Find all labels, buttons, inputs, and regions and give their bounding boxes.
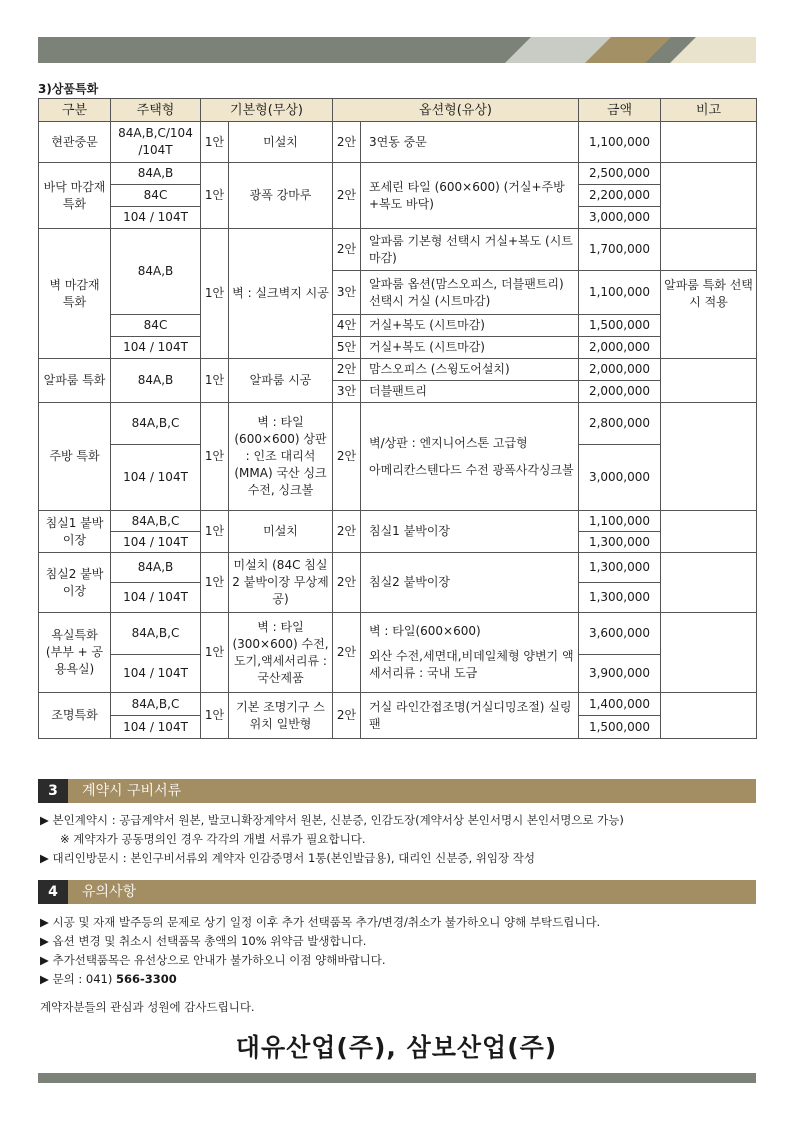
category-cell: 알파룸 특화 — [39, 359, 111, 403]
price-cell: 2,000,000 — [579, 381, 661, 403]
category-cell: 침실2 붙박이장 — [39, 553, 111, 613]
company-names: 대유산업(주), 삼보산업(주) — [235, 1033, 558, 1062]
header-type: 주택형 — [111, 99, 201, 122]
list-item: ▶ 옵션 변경 및 취소시 선택품목 총액의 10% 위약금 발생합니다. — [40, 934, 367, 948]
price-cell: 3,000,000 — [579, 207, 661, 229]
option-no: 2안 — [333, 229, 361, 271]
list-item-note: ※ 계약자가 공동명의인 경우 각각의 개별 서류가 필요합니다. — [60, 832, 366, 846]
price-cell: 1,100,000 — [579, 122, 661, 163]
option-no: 2안 — [333, 511, 361, 553]
option-text: 더블팬트리 — [361, 381, 579, 403]
type-cell: 84A,B,C/104 /104T — [111, 122, 201, 163]
price-cell: 2,000,000 — [579, 337, 661, 359]
section-number: 4 — [38, 880, 68, 904]
type-cell: 104 / 104T — [111, 532, 201, 553]
option-text: 포세린 타일 (600×600) (거실+주방+복도 바닥) — [361, 163, 579, 229]
table-row — [39, 163, 757, 185]
type-cell: 104 / 104T — [111, 583, 201, 613]
header-price: 금액 — [579, 99, 661, 122]
option-text: 거실 라인간접조명(거실디밍조절) 실링팬 — [361, 693, 579, 739]
basic-text: 벽 : 타일 (600×600) 상판 : 인조 대리석(MMA) 국산 싱크수전, 싱크볼 — [229, 403, 333, 511]
category-cell: 조명특화 — [39, 693, 111, 739]
type-cell: 84A,B,C — [111, 613, 201, 655]
price-cell: 2,200,000 — [579, 185, 661, 207]
basic-no: 1안 — [201, 163, 229, 229]
header-option: 옵션형(유상) — [333, 99, 579, 122]
top-decorative-bar — [38, 37, 756, 63]
contact-label: ▶ 문의 : 041) — [40, 972, 113, 986]
price-cell: 3,900,000 — [579, 655, 661, 693]
table-row — [39, 693, 757, 716]
table-row — [39, 359, 757, 381]
type-cell: 84A,B,C — [111, 403, 201, 445]
option-text-line: 외산 수전,세면대,비데일체형 양변기 액세서리류 : 국내 도금 — [369, 649, 574, 680]
basic-text: 기본 조명기구 스위치 일반형 — [229, 693, 333, 739]
table-header-row — [39, 99, 757, 122]
price-cell: 1,100,000 — [579, 511, 661, 532]
documents-list — [40, 811, 624, 868]
remark-cell — [661, 359, 757, 403]
contact-line — [40, 970, 600, 989]
option-table — [38, 98, 757, 739]
category-cell: 침실1 붙박이장 — [39, 511, 111, 553]
table-row — [39, 511, 757, 532]
section-bar-notes — [38, 880, 756, 904]
type-cell: 84A,B — [111, 229, 201, 315]
list-item: ▶ 본인계약시 : 공급계약서 원본, 발코니확장계약서 원본, 신분증, 인감도장(계약서상 본인서명시 본인서명으로 가능) — [40, 813, 624, 827]
option-text: 3연동 중문 — [361, 122, 579, 163]
header-remark: 비고 — [661, 99, 757, 122]
price-cell: 2,500,000 — [579, 163, 661, 185]
type-cell: 84A,B,C — [111, 511, 201, 532]
option-text-line: 벽 : 타일(600×600) — [369, 624, 481, 638]
remark-cell — [661, 693, 757, 739]
section-heading: 계약시 구비서류 — [82, 783, 182, 799]
option-no: 2안 — [333, 122, 361, 163]
price-cell: 1,300,000 — [579, 532, 661, 553]
option-no: 3안 — [333, 381, 361, 403]
option-no: 2안 — [333, 553, 361, 613]
basic-text: 미설치 — [229, 511, 333, 553]
option-no: 2안 — [333, 359, 361, 381]
basic-text: 벽 : 실크벽지 시공 — [229, 229, 333, 359]
price-cell: 1,400,000 — [579, 693, 661, 716]
option-no: 3안 — [333, 271, 361, 315]
type-cell: 84A,B — [111, 553, 201, 583]
basic-text: 미설치 — [229, 122, 333, 163]
price-cell: 2,800,000 — [579, 403, 661, 445]
type-cell: 84C — [111, 315, 201, 337]
table-row — [39, 229, 757, 271]
basic-text: 벽 : 타일 (300×600) 수전,도기,액세서리류 : 국산제품 — [229, 613, 333, 693]
category-cell: 벽 마감재 특화 — [39, 229, 111, 359]
basic-no: 1안 — [201, 122, 229, 163]
type-cell: 84A,B — [111, 359, 201, 403]
option-text — [361, 613, 579, 693]
basic-no: 1안 — [201, 613, 229, 693]
basic-text: 알파룸 시공 — [229, 359, 333, 403]
table-row — [39, 337, 757, 359]
price-cell: 1,700,000 — [579, 229, 661, 271]
type-cell: 104 / 104T — [111, 207, 201, 229]
list-item: ▶ 시공 및 자재 발주등의 문제로 상기 일정 이후 추가 선택품목 추가/변경/취소가 불가하오니 양해 부탁드립니다. — [40, 915, 601, 929]
table-row — [39, 553, 757, 583]
category-cell: 주방 특화 — [39, 403, 111, 511]
remark-cell — [661, 229, 757, 271]
section-bar-documents — [38, 779, 756, 803]
basic-no: 1안 — [201, 229, 229, 359]
option-text — [361, 403, 579, 511]
price-cell: 1,500,000 — [579, 716, 661, 739]
price-cell: 2,000,000 — [579, 359, 661, 381]
contact-number: 566-3300 — [116, 972, 177, 986]
option-text: 맘스오피스 (스윙도어설치) — [361, 359, 579, 381]
remark-cell — [661, 403, 757, 511]
list-item: ▶ 대리인방문시 : 본인구비서류외 계약자 인감증명서 1통(본인발급용), 대리인 신분증, 위임장 작성 — [40, 851, 536, 865]
option-text-line: 아메리칸스텐다드 수전 광폭사각싱크볼 — [369, 462, 574, 477]
basic-no: 1안 — [201, 359, 229, 403]
category-cell: 현관중문 — [39, 122, 111, 163]
type-cell: 84A,B — [111, 163, 201, 185]
section-title: 3)상품특화 — [38, 82, 99, 96]
bottom-decorative-bar — [38, 1073, 756, 1083]
option-text: 침실2 붙박이장 — [361, 553, 579, 613]
section-number: 3 — [38, 779, 68, 803]
basic-no: 1안 — [201, 403, 229, 511]
header-category: 구분 — [39, 99, 111, 122]
option-no: 4안 — [333, 315, 361, 337]
price-cell: 3,600,000 — [579, 613, 661, 655]
remark-cell — [661, 163, 757, 229]
option-text: 알파룸 옵션(맘스오피스, 더블팬트리) 선택시 거실 (시트마감) — [361, 271, 579, 315]
price-cell: 1,300,000 — [579, 553, 661, 583]
table-row — [39, 403, 757, 445]
option-no: 2안 — [333, 693, 361, 739]
remark-cell: 알파룸 특화 선택 시 적용 — [661, 271, 757, 359]
table-row — [39, 122, 757, 163]
option-no: 2안 — [333, 403, 361, 511]
category-cell: 바닥 마감재 특화 — [39, 163, 111, 229]
option-text: 침실1 붙박이장 — [361, 511, 579, 553]
basic-no: 1안 — [201, 511, 229, 553]
notes-list — [40, 913, 600, 989]
type-cell: 104 / 104T — [111, 716, 201, 739]
type-cell: 84C — [111, 185, 201, 207]
remark-cell — [661, 553, 757, 613]
price-cell: 1,500,000 — [579, 315, 661, 337]
option-text: 알파룸 기본형 선택시 거실+복도 (시트마감) — [361, 229, 579, 271]
type-cell: 104 / 104T — [111, 337, 201, 359]
option-no: 2안 — [333, 613, 361, 693]
section-heading: 유의사항 — [82, 884, 137, 900]
category-cell: 욕실특화 (부부 + 공용욕실) — [39, 613, 111, 693]
price-cell: 1,100,000 — [579, 271, 661, 315]
remark-cell — [661, 613, 757, 693]
basic-text: 광폭 강마루 — [229, 163, 333, 229]
option-no: 2안 — [333, 163, 361, 229]
remark-cell — [661, 511, 757, 553]
option-text-line: 벽/상판 : 엔지니어스톤 고급형 — [369, 435, 528, 450]
table-row — [39, 613, 757, 655]
type-cell: 104 / 104T — [111, 445, 201, 511]
basic-no: 1안 — [201, 553, 229, 613]
header-basic: 기본형(무상) — [201, 99, 333, 122]
list-item: ▶ 추가선택품목은 유선상으로 안내가 불가하오니 이점 양해바랍니다. — [40, 953, 386, 967]
table-row — [39, 315, 757, 337]
basic-text: 미설치 (84C 침실2 붙박이장 무상제공) — [229, 553, 333, 613]
option-no: 5안 — [333, 337, 361, 359]
option-text: 거실+복도 (시트마감) — [361, 315, 579, 337]
basic-no: 1안 — [201, 693, 229, 739]
option-text: 거실+복도 (시트마감) — [361, 337, 579, 359]
type-cell: 84A,B,C — [111, 693, 201, 716]
price-cell: 3,000,000 — [579, 445, 661, 511]
price-cell: 1,300,000 — [579, 583, 661, 613]
type-cell: 104 / 104T — [111, 655, 201, 693]
thanks-text: 계약자분들의 관심과 성원에 감사드립니다. — [40, 1000, 255, 1014]
remark-cell — [661, 122, 757, 163]
